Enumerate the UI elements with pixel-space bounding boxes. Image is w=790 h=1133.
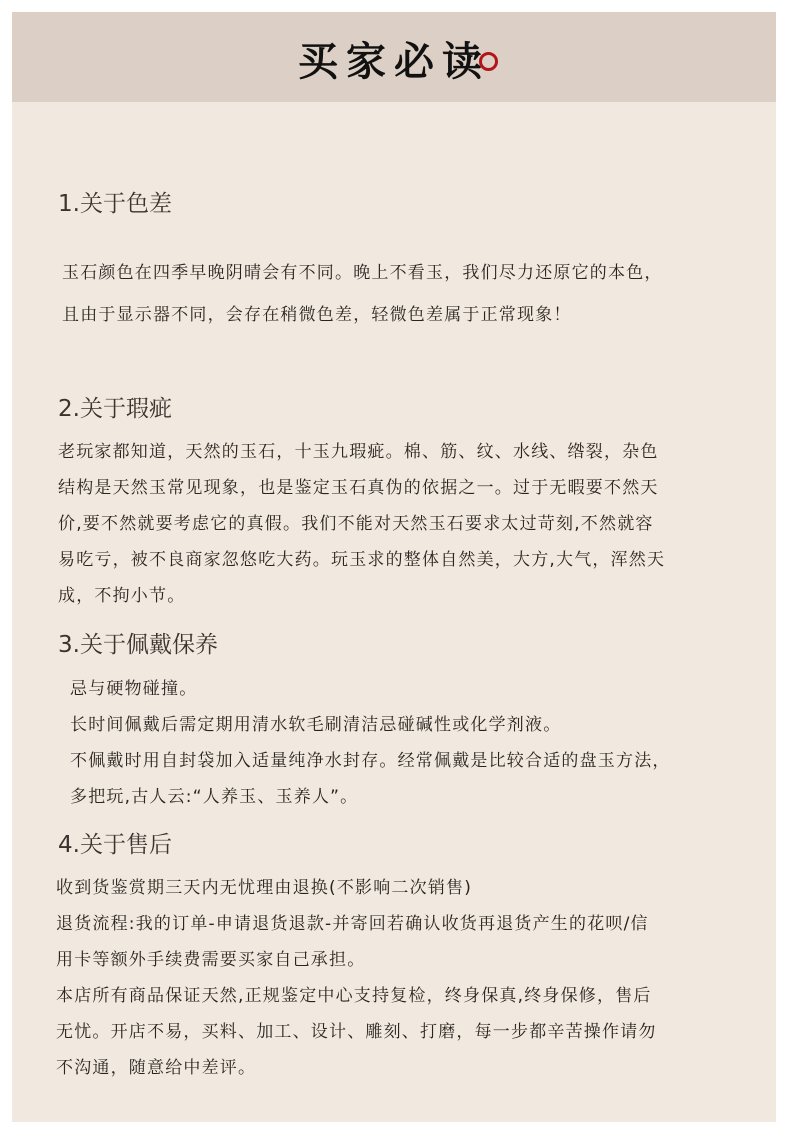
section-3-line-4: 多把玩,古人云:“人养玉、玉养人”。	[70, 787, 359, 807]
section-heading-flaws: 2.关于瑕疵	[58, 396, 172, 422]
red-ring-icon	[479, 52, 498, 71]
section-3-line-1: 忌与硬物碰撞。	[70, 679, 198, 699]
section-4-line-1: 收到货鉴赏期三天内无忧理由退换(不影响二次销售)	[56, 878, 473, 898]
section-4-line-2: 退货流程:我的订单-申请退货退款-并寄回若确认收货再退货产生的花呗/信	[56, 914, 649, 934]
section-3-line-3: 不佩戴时用自封袋加入适量纯净水封存。经常佩戴是比较合适的盘玉方法，	[70, 751, 671, 771]
section-2-line-3: 价,要不然就要考虑它的真假。我们不能对天然玉石要求太过苛刻,不然就容	[58, 514, 654, 534]
section-2-line-1: 老玩家都知道，天然的玉石，十玉九瑕疵。棉、筋、纹、水线、绺裂，杂色	[58, 442, 659, 462]
section-heading-wearing-care: 3.关于佩戴保养	[58, 632, 218, 658]
section-2-line-4: 易吃亏，被不良商家忽悠吃大药。玩玉求的整体自然美，大方,大气，浑然天	[58, 550, 666, 570]
section-4-line-3: 用卡等额外手续费需要买家自己承担。	[56, 950, 366, 970]
section-1-line-2: 且由于显示器不同，会存在稍微色差，轻微色差属于正常现象！	[62, 305, 572, 325]
section-4-line-4: 本店所有商品保证天然,正规鉴定中心支持复检，终身保真,终身保修，售后	[56, 986, 652, 1006]
section-2-line-5: 成，不拘小节。	[58, 586, 186, 606]
section-heading-color-difference: 1.关于色差	[58, 191, 172, 217]
page-title: 买家必读	[298, 39, 490, 85]
section-2-line-2: 结构是天然玉常见现象，也是鉴定玉石真伪的依据之一。过于无暇要不然天	[58, 478, 659, 498]
section-4-line-6: 不沟通，随意给中差评。	[56, 1058, 257, 1078]
section-1-line-1: 玉石颜色在四季早晚阴晴会有不同。晚上不看玉，我们尽力还原它的本色，	[62, 263, 663, 283]
section-4-line-5: 无忧。开店不易，买料、加工、设计、雕刻、打磨，每一步都辛苦操作请勿	[56, 1022, 657, 1042]
section-3-line-2: 长时间佩戴后需定期用清水软毛刷清洁忌碰碱性或化学剂液。	[70, 715, 562, 735]
section-heading-after-sales: 4.关于售后	[58, 832, 172, 858]
